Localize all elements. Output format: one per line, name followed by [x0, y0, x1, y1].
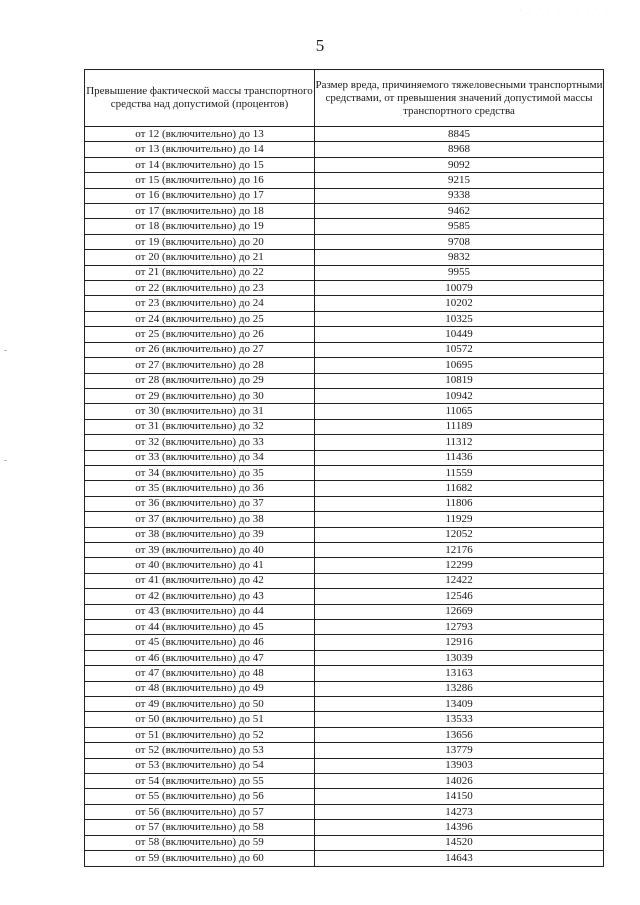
table-row	[85, 743, 604, 758]
cell-harm-value: 9338	[315, 188, 604, 203]
table-row	[85, 311, 604, 326]
cell-excess-range: от 29 (включительно) до 30	[85, 388, 315, 403]
cell-excess-range: от 38 (включительно) до 39	[85, 527, 315, 542]
cell-harm-value: 13039	[315, 650, 604, 665]
table-row	[85, 835, 604, 850]
cell-harm-value: 14150	[315, 789, 604, 804]
cell-excess-range: от 43 (включительно) до 44	[85, 604, 315, 619]
table-row	[85, 388, 604, 403]
margin-artifact	[4, 350, 7, 351]
header-excess-percent: Превышение фактической массы транспортного средства над допустимой (процентов)	[85, 70, 315, 127]
cell-excess-range: от 14 (включительно) до 15	[85, 157, 315, 172]
table-row	[85, 620, 604, 635]
table-row	[85, 281, 604, 296]
table-row	[85, 635, 604, 650]
table-row	[85, 465, 604, 480]
table-row	[85, 512, 604, 527]
cell-harm-value: 12669	[315, 604, 604, 619]
table-row	[85, 681, 604, 696]
cell-harm-value: 13163	[315, 666, 604, 681]
table-row	[85, 789, 604, 804]
table-row	[85, 435, 604, 450]
cell-excess-range: от 19 (включительно) до 20	[85, 234, 315, 249]
cell-excess-range: от 56 (включительно) до 57	[85, 804, 315, 819]
table-row	[85, 496, 604, 511]
cell-excess-range: от 21 (включительно) до 22	[85, 265, 315, 280]
cell-excess-range: от 54 (включительно) до 55	[85, 774, 315, 789]
table-row	[85, 127, 604, 142]
cell-excess-range: от 59 (включительно) до 60	[85, 851, 315, 866]
cell-harm-value: 11065	[315, 404, 604, 419]
cell-harm-value: 13779	[315, 743, 604, 758]
cell-harm-value: 12793	[315, 620, 604, 635]
table-row	[85, 204, 604, 219]
table-row	[85, 727, 604, 742]
cell-harm-value: 13533	[315, 712, 604, 727]
cell-harm-value: 10942	[315, 388, 604, 403]
cell-excess-range: от 35 (включительно) до 36	[85, 481, 315, 496]
table-row	[85, 481, 604, 496]
cell-harm-value: 8968	[315, 142, 604, 157]
cell-harm-value: 12422	[315, 573, 604, 588]
cell-excess-range: от 24 (включительно) до 25	[85, 311, 315, 326]
cell-harm-value: 12052	[315, 527, 604, 542]
cell-excess-range: от 53 (включительно) до 54	[85, 758, 315, 773]
cell-excess-range: от 48 (включительно) до 49	[85, 681, 315, 696]
table-row	[85, 851, 604, 866]
cell-excess-range: от 17 (включительно) до 18	[85, 204, 315, 219]
cell-harm-value: 12546	[315, 589, 604, 604]
cell-excess-range: от 42 (включительно) до 43	[85, 589, 315, 604]
cell-excess-range: от 55 (включительно) до 56	[85, 789, 315, 804]
table-row	[85, 373, 604, 388]
table-row	[85, 589, 604, 604]
cell-harm-value: 13286	[315, 681, 604, 696]
cell-harm-value: 9708	[315, 234, 604, 249]
cell-excess-range: от 33 (включительно) до 34	[85, 450, 315, 465]
cell-harm-value: 9832	[315, 250, 604, 265]
table-row	[85, 697, 604, 712]
table-row	[85, 173, 604, 188]
table-row	[85, 142, 604, 157]
cell-excess-range: от 49 (включительно) до 50	[85, 697, 315, 712]
cell-excess-range: от 15 (включительно) до 16	[85, 173, 315, 188]
table-row	[85, 712, 604, 727]
cell-excess-range: от 22 (включительно) до 23	[85, 281, 315, 296]
cell-harm-value: 13903	[315, 758, 604, 773]
table-row	[85, 774, 604, 789]
cell-excess-range: от 37 (включительно) до 38	[85, 512, 315, 527]
cell-harm-value: 11559	[315, 465, 604, 480]
cell-harm-value: 10819	[315, 373, 604, 388]
page-number: 5	[315, 36, 325, 55]
cell-harm-value: 12176	[315, 542, 604, 557]
cell-excess-range: от 57 (включительно) до 58	[85, 820, 315, 835]
cell-harm-value: 14026	[315, 774, 604, 789]
cell-excess-range: от 44 (включительно) до 45	[85, 620, 315, 635]
cell-harm-value: 11436	[315, 450, 604, 465]
cell-harm-value: 10572	[315, 342, 604, 357]
table-row	[85, 604, 604, 619]
cell-harm-value: 10325	[315, 311, 604, 326]
margin-artifact	[4, 460, 7, 461]
cell-excess-range: от 27 (включительно) до 28	[85, 358, 315, 373]
cell-excess-range: от 13 (включительно) до 14	[85, 142, 315, 157]
table-row	[85, 666, 604, 681]
cell-excess-range: от 25 (включительно) до 26	[85, 327, 315, 342]
cell-excess-range: от 39 (включительно) до 40	[85, 542, 315, 557]
cell-excess-range: от 30 (включительно) до 31	[85, 404, 315, 419]
cell-harm-value: 9955	[315, 265, 604, 280]
table-row	[85, 342, 604, 357]
cell-harm-value: 11189	[315, 419, 604, 434]
table-row	[85, 219, 604, 234]
table-row	[85, 327, 604, 342]
cell-excess-range: от 36 (включительно) до 37	[85, 496, 315, 511]
cell-harm-value: 10695	[315, 358, 604, 373]
cell-harm-value: 11929	[315, 512, 604, 527]
cell-harm-value: 14643	[315, 851, 604, 866]
cell-excess-range: от 12 (включительно) до 13	[85, 127, 315, 142]
table-row	[85, 419, 604, 434]
cell-harm-value: 11312	[315, 435, 604, 450]
cell-harm-value: 11806	[315, 496, 604, 511]
table-row	[85, 804, 604, 819]
cell-harm-value: 10449	[315, 327, 604, 342]
harm-table	[84, 69, 604, 867]
header-harm-amount: Размер вреда, причиняемого тяжеловесными транспортными средствами, от превышения значений допустимой массы транспортного средства	[315, 70, 604, 127]
table-row	[85, 542, 604, 557]
cell-harm-value: 14396	[315, 820, 604, 835]
cell-harm-value: 9585	[315, 219, 604, 234]
cell-harm-value: 10079	[315, 281, 604, 296]
table-row	[85, 296, 604, 311]
cell-excess-range: от 34 (включительно) до 35	[85, 465, 315, 480]
cell-harm-value: 13409	[315, 697, 604, 712]
table-row	[85, 820, 604, 835]
cell-harm-value: 9092	[315, 157, 604, 172]
cell-harm-value: 12916	[315, 635, 604, 650]
table-row	[85, 265, 604, 280]
cell-harm-value: 12299	[315, 558, 604, 573]
cell-excess-range: от 52 (включительно) до 53	[85, 743, 315, 758]
table-row	[85, 404, 604, 419]
scan-artifact-marks: · · · · · · · · · ·	[519, 8, 610, 14]
table-row	[85, 650, 604, 665]
table-row	[85, 527, 604, 542]
table-header-row	[85, 70, 604, 127]
cell-excess-range: от 18 (включительно) до 19	[85, 219, 315, 234]
table-row	[85, 157, 604, 172]
cell-excess-range: от 26 (включительно) до 27	[85, 342, 315, 357]
cell-harm-value: 14520	[315, 835, 604, 850]
cell-excess-range: от 45 (включительно) до 46	[85, 635, 315, 650]
cell-excess-range: от 46 (включительно) до 47	[85, 650, 315, 665]
cell-harm-value: 13656	[315, 727, 604, 742]
cell-harm-value: 14273	[315, 804, 604, 819]
table-row	[85, 234, 604, 249]
cell-excess-range: от 20 (включительно) до 21	[85, 250, 315, 265]
table-row	[85, 188, 604, 203]
table-row	[85, 573, 604, 588]
cell-excess-range: от 32 (включительно) до 33	[85, 435, 315, 450]
cell-harm-value: 10202	[315, 296, 604, 311]
table-row	[85, 250, 604, 265]
cell-harm-value: 11682	[315, 481, 604, 496]
cell-excess-range: от 16 (включительно) до 17	[85, 188, 315, 203]
table-row	[85, 758, 604, 773]
cell-harm-value: 9462	[315, 204, 604, 219]
cell-excess-range: от 50 (включительно) до 51	[85, 712, 315, 727]
cell-excess-range: от 28 (включительно) до 29	[85, 373, 315, 388]
cell-excess-range: от 58 (включительно) до 59	[85, 835, 315, 850]
table-body	[85, 127, 604, 867]
cell-excess-range: от 31 (включительно) до 32	[85, 419, 315, 434]
cell-excess-range: от 23 (включительно) до 24	[85, 296, 315, 311]
cell-harm-value: 9215	[315, 173, 604, 188]
table-row	[85, 450, 604, 465]
cell-excess-range: от 51 (включительно) до 52	[85, 727, 315, 742]
cell-harm-value: 8845	[315, 127, 604, 142]
table-row	[85, 358, 604, 373]
cell-excess-range: от 47 (включительно) до 48	[85, 666, 315, 681]
cell-excess-range: от 40 (включительно) до 41	[85, 558, 315, 573]
table-row	[85, 558, 604, 573]
cell-excess-range: от 41 (включительно) до 42	[85, 573, 315, 588]
